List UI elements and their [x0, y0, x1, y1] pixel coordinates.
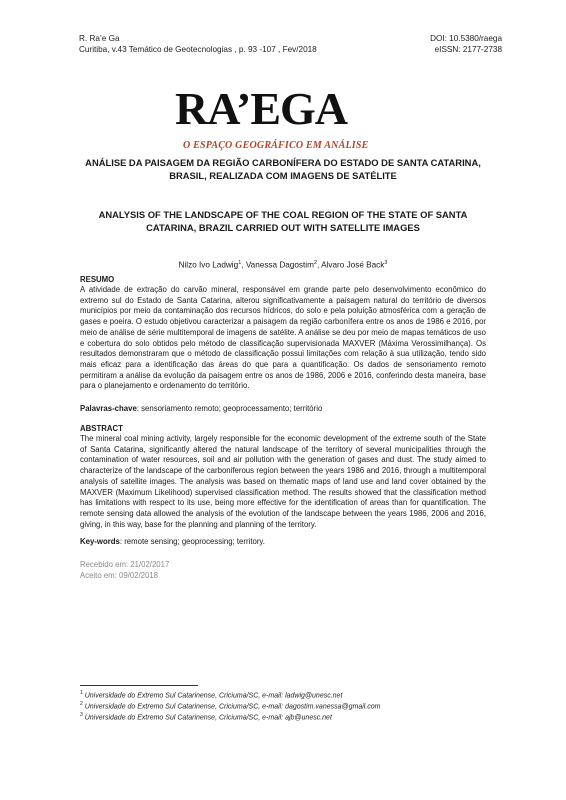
title-portuguese: ANÁLISE DA PAISAGEM DA REGIÃO CARBONÍFERA DO ESTADO DE SANTA CATARINA, BRASIL, REALIZADA COM IMAGENS DE SATÉLITE	[85, 157, 481, 181]
footnote-rule	[80, 685, 198, 686]
eissn: eISSN: 2177-2738	[434, 45, 502, 54]
article-dates	[80, 559, 169, 581]
kw-text: : sensoriamento remoto; geoprocessamento; território	[136, 404, 323, 413]
kw-text: : remote sensing; geoprocessing; territory.	[119, 537, 265, 546]
footnote: $^2$ Universidade do Extremo Sul Catarinense, Criciuma/SC, e-mail: dagostim.vanessa@gmail.com	[80, 701, 381, 711]
kw-label: Palavras-chave	[80, 404, 137, 413]
accepted-date: Aceito em: 09/02/2018	[80, 571, 159, 580]
author-mark: 2	[313, 260, 317, 266]
footnote: $^3$ Universidade do Extremo Sul Catarinense, Criciuma/SC, e-mail: ajb@unesc.net	[80, 712, 332, 722]
kw-label: Key-words	[80, 537, 120, 546]
logo-wordmark: RA’EGA	[175, 83, 348, 134]
running-header-right	[430, 33, 502, 55]
author-name: Nilzo Ivo Ladwig	[178, 260, 239, 270]
author-mark: 3	[384, 260, 388, 266]
journal-name: R. Ra’e Ga	[79, 34, 120, 43]
author-name: Alvaro José Back	[321, 260, 385, 270]
journal-logo	[175, 83, 375, 151]
author-name: Vanessa Dagostim	[245, 260, 314, 270]
logo-tagline: O ESPAÇO GEOGRÁFICO EM ANÁLISE	[183, 140, 369, 151]
author-list: Nilzo Ivo Ladwig$^1$, Vanessa Dagostim$^2$, Alvaro José Back$^3$	[178, 260, 388, 270]
running-header-left	[79, 33, 317, 55]
issue-info: Curitiba, v.43 Temático de Geotecnologias , p. 93 -107 , Fev/2018	[79, 45, 317, 54]
doi: DOI: 10.5380/raega	[430, 34, 502, 43]
resumo-heading: RESUMO	[80, 275, 115, 284]
abstract-text: The mineral coal mining activity, largely responsible for the economic development of the extreme south of the State of Santa Catarina, significantly altered the natural landscape of the territory of several municipalities through the contamination of water resources, soil and air pollution with the generation of gases and dust. The study aimed to characterize of the landscape of the carboniferous region between the years 1986 and 2016, through a multitemporal analysis of satellite images. The analysis was based on thematic maps of land use and land cover obtained by the MAXVER (Maximum Likelihood) supervised classification method. The results showed that the classification method has limitations with respect to its use, being more effective for the identification of areas than for quantification. The remote sensing data allowed the analysis of the evolution of the landscape between the years 1986, 2006 and 2016, giving, in this way, base for the planning and planning of the territory.	[80, 434, 486, 529]
author-mark: 1	[238, 260, 242, 266]
resumo-text: A atividade de extração do carvão mineral, responsável em grande parte pelo desenvolvimento econômico do extremo sul do Estado de Santa Catarina, alterou significativamente a paisagem natural do território de diversos municípios por meio da contaminação dos recursos hídricos, do solo e pela poluição atmosférica com a geração de gases e poeira. O estudo objetivou caracterizar a paisagem da região carbonífera entre os anos de 1986 e 2016, por meio de análise de série multitemporal de imagens de satélite. A análise se deu por meio de mapas temáticos de uso e cobertura do solo obtidos pelo método de classificação supervisionada MAXVER (Máxima Verossimilhança). Os resultados demonstraram que o método de classificação possui limitações com relação à sua utilização, tendo sido mais eficaz para a identificação das áreas do que para a quantificação. Os dados de sensoriamento remoto permitiram a análise da evolução da paisagem entre os anos de 1986, 2006 e 2016, conferindo desta maneira, base para o planejamento e ordenamento do território.	[80, 285, 486, 391]
palavras-chave	[80, 404, 486, 415]
key-words	[80, 537, 486, 548]
footnote: $^1$ Universidade do Extremo Sul Catarinense, Criciuma/SC, e-mail: ladwig@unesc.net	[80, 690, 343, 700]
abstract-heading: ABSTRACT	[80, 424, 123, 433]
title-english: ANALYSIS OF THE LANDSCAPE OF THE COAL REGION OF THE STATE OF SANTA CATARINA, BRAZIL CARRIED OUT WITH SATELLITE IMAGES	[98, 209, 468, 233]
received-date: Recebido em: 21/02/2017	[80, 560, 170, 569]
